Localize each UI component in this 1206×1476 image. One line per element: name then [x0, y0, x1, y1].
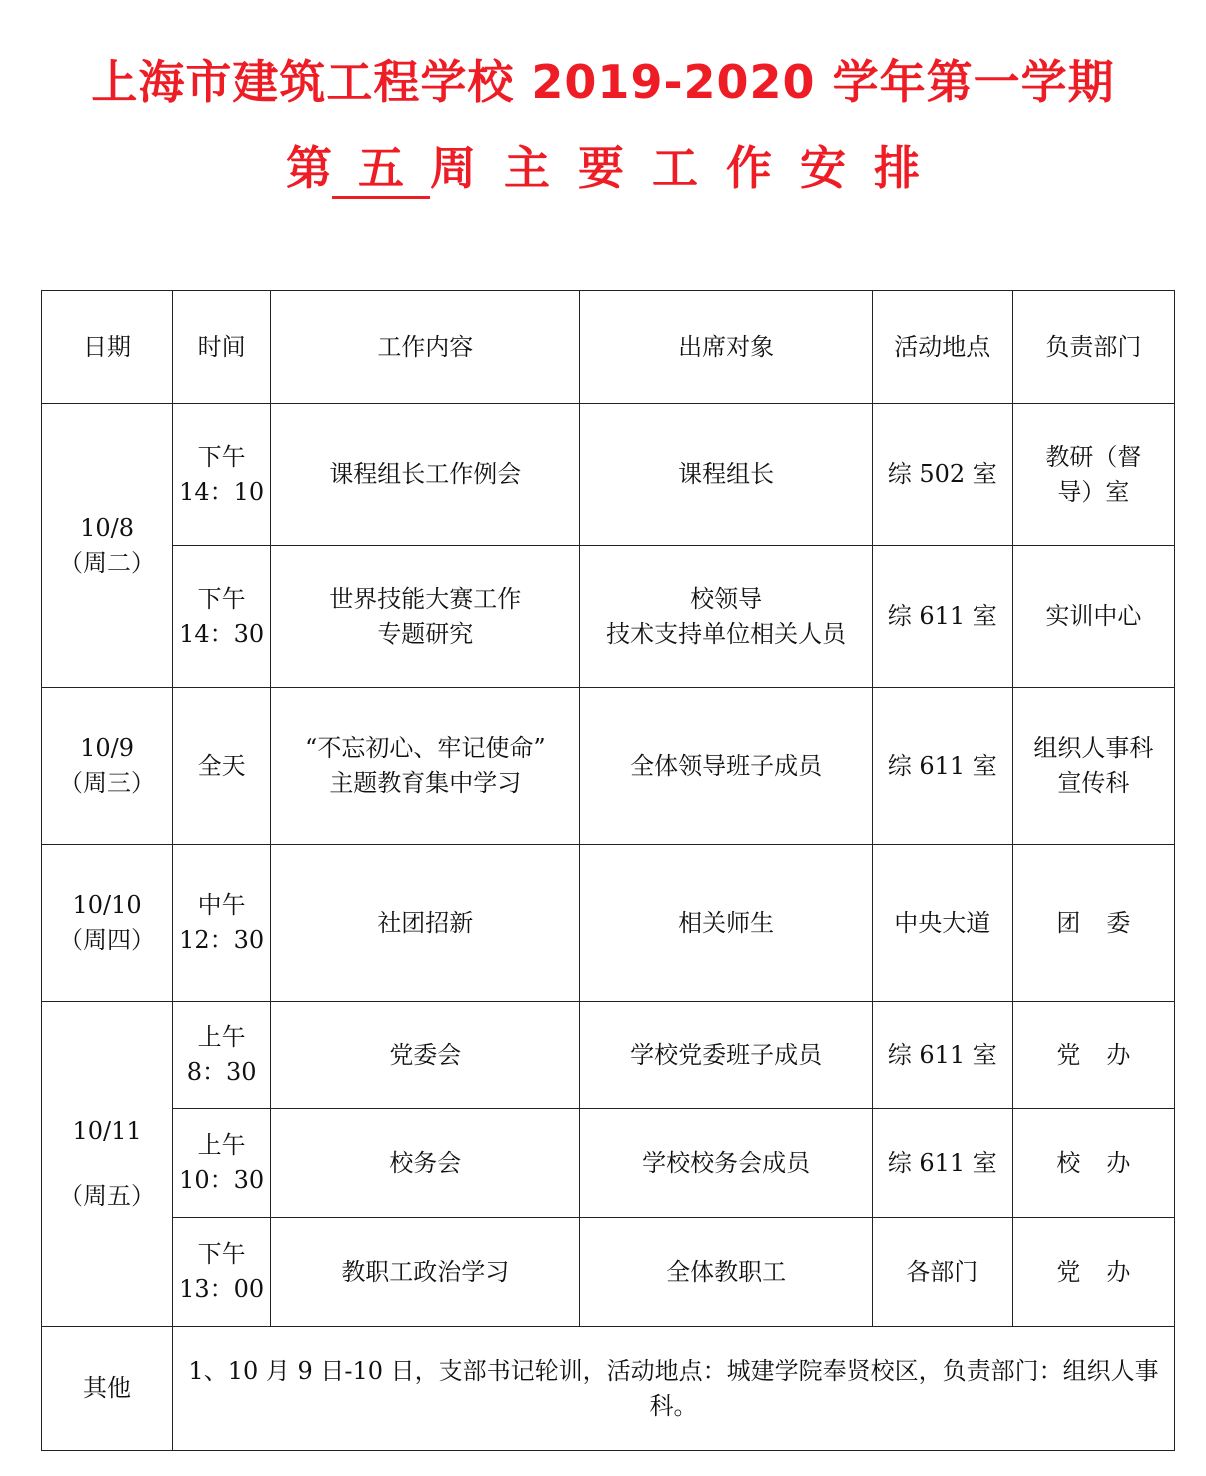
content-text: 党委会: [389, 1040, 462, 1069]
header-location: 活动地点: [872, 291, 1012, 404]
date-value: 10/11: [72, 1117, 142, 1145]
time-cell: [173, 404, 271, 546]
table-row: [42, 688, 1175, 845]
header-time: 时间: [173, 291, 271, 404]
subtitle-char: 排: [874, 141, 920, 195]
attendees-cell: [580, 1002, 872, 1109]
attendees-text: 相关师生: [678, 908, 775, 937]
table-row: [42, 1109, 1175, 1218]
content-cell: [271, 845, 580, 1002]
weekday-value: （周五）: [59, 1182, 156, 1210]
attendees-cell: [580, 1109, 872, 1218]
department-text: 团委: [1056, 908, 1157, 937]
date-value: 10/10: [72, 891, 142, 919]
content-text: 教职工政治学习: [341, 1257, 510, 1286]
attendees-cell: [580, 1218, 872, 1327]
content-text: 世界技能大赛工作: [329, 584, 522, 613]
date-cell: [42, 688, 173, 845]
header-content: 工作内容: [271, 291, 580, 404]
content-cell: [271, 1218, 580, 1327]
table-row: [42, 1002, 1175, 1109]
content-text: 主题教育集中学习: [329, 769, 522, 797]
location-cell: 综 611 室: [872, 688, 1012, 845]
date-cell: [42, 404, 173, 688]
subtitle-char: 工: [652, 141, 698, 195]
location-cell: 综 502 室: [872, 404, 1012, 546]
attendees-text: 全体领导班子成员: [630, 751, 823, 780]
time-period: 中午: [197, 891, 246, 919]
department-text: 导）室: [1057, 477, 1130, 506]
other-note: 1、10 月 9 日-10 日，支部书记轮训，活动地点：城建学院奉贤校区，负责部门：组织人事科。: [173, 1327, 1175, 1451]
content-cell: [271, 1109, 580, 1218]
attendees-text: 校领导: [690, 584, 763, 613]
content-cell: [271, 404, 580, 546]
other-label: 其他: [42, 1327, 173, 1451]
time-clock: 8：30: [186, 1058, 257, 1086]
weekday-value: （周三）: [59, 769, 156, 797]
content-text: 社团招新: [377, 908, 474, 937]
department-cell: [1012, 688, 1174, 845]
subtitle-char: 作: [726, 141, 772, 195]
week-number: 五: [332, 140, 430, 199]
time-clock: 14：30: [179, 619, 265, 648]
other-row: [42, 1327, 1175, 1451]
date-value: 10/9: [80, 734, 134, 762]
subtitle-char: 要: [578, 141, 624, 195]
content-text: 校务会: [389, 1148, 462, 1177]
table-row: [42, 1218, 1175, 1327]
department-text: 教研（督: [1045, 442, 1142, 471]
attendees-text: 全体教职工: [666, 1257, 787, 1286]
header-attendees: 出席对象: [580, 291, 872, 404]
content-text: “不忘初心、牢记使命”: [305, 734, 546, 762]
attendees-cell: [580, 688, 872, 845]
department-cell: [1012, 1109, 1174, 1218]
time-cell: [173, 546, 271, 688]
department-text: 宣传科: [1057, 769, 1130, 797]
attendees-cell: [580, 546, 872, 688]
attendees-text: 学校党委班子成员: [630, 1040, 823, 1069]
attendees-text: 学校校务会成员: [642, 1148, 811, 1177]
content-text: 课程组长工作例会: [329, 460, 522, 488]
time-period: 全天: [197, 751, 246, 780]
table-row: [42, 404, 1175, 546]
date-cell: [42, 845, 173, 1002]
time-cell: [173, 1218, 271, 1327]
document-subtitle: [0, 136, 1206, 200]
table-row: [42, 845, 1175, 1002]
department-cell: [1012, 1218, 1174, 1327]
department-cell: [1012, 404, 1174, 546]
department-text: 实训中心: [1045, 602, 1142, 630]
attendees-cell: [580, 404, 872, 546]
document-title: 上海市建筑工程学校 2019-2020 学年第一学期: [91, 55, 1115, 109]
time-clock: 10：30: [179, 1166, 265, 1194]
date-cell: [42, 1002, 173, 1327]
time-cell: [173, 1109, 271, 1218]
location-cell: 各部门: [872, 1218, 1012, 1327]
content-text: 专题研究: [377, 619, 474, 648]
header-date: 日期: [42, 291, 173, 404]
department-text: 校办: [1056, 1148, 1157, 1177]
schedule-table: [41, 290, 1175, 1451]
department-text: 党办: [1056, 1040, 1157, 1069]
time-period: 上午: [197, 1131, 246, 1159]
department-cell: [1012, 546, 1174, 688]
department-cell: [1012, 845, 1174, 1002]
table-row: [42, 546, 1175, 688]
subtitle-prefix: 第: [286, 141, 332, 195]
content-cell: [271, 546, 580, 688]
subtitle-char: 主: [504, 141, 550, 195]
subtitle-char: 周: [430, 141, 476, 195]
header-department: 负责部门: [1012, 291, 1174, 404]
department-text: 组织人事科: [1033, 734, 1154, 762]
weekday-value: （周四）: [59, 926, 156, 954]
location-cell: 综 611 室: [872, 1109, 1012, 1218]
subtitle-char: 安: [800, 141, 846, 195]
content-cell: [271, 1002, 580, 1109]
date-value: 10/8: [80, 513, 134, 542]
time-period: 上午: [197, 1023, 246, 1051]
time-cell: [173, 688, 271, 845]
time-clock: 14：10: [179, 477, 265, 506]
attendees-text: 技术支持单位相关人员: [606, 619, 847, 648]
weekday-value: （周二）: [59, 548, 156, 577]
time-period: 下午: [197, 442, 246, 471]
content-cell: [271, 688, 580, 845]
time-period: 下午: [197, 1240, 246, 1268]
department-cell: [1012, 1002, 1174, 1109]
attendees-text: 课程组长: [678, 460, 775, 488]
department-text: 党办: [1056, 1257, 1157, 1286]
time-period: 下午: [197, 584, 246, 613]
location-cell: 综 611 室: [872, 1002, 1012, 1109]
time-cell: [173, 1002, 271, 1109]
time-cell: [173, 845, 271, 1002]
header-row: [42, 291, 1175, 404]
attendees-cell: [580, 845, 872, 1002]
time-clock: 12：30: [179, 926, 265, 954]
time-clock: 13：00: [179, 1275, 265, 1303]
location-cell: 中央大道: [872, 845, 1012, 1002]
location-cell: 综 611 室: [872, 546, 1012, 688]
